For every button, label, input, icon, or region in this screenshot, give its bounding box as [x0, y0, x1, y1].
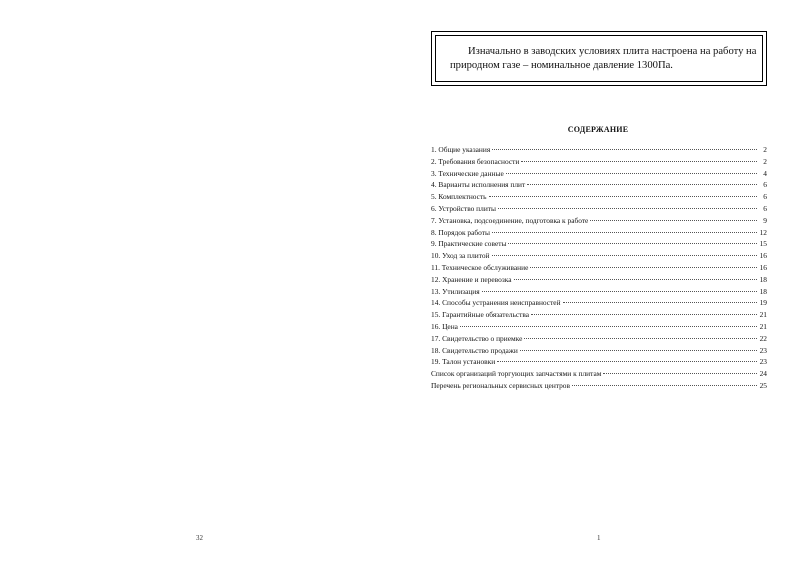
notice-box-inner [435, 35, 763, 82]
toc-entry-page: 21 [759, 310, 767, 320]
toc-entry-label: 8. Порядок работы [431, 227, 490, 237]
toc-entry [431, 274, 767, 286]
toc-entry-label: 3. Технические данные [431, 168, 504, 178]
toc-dot-leader [497, 360, 757, 362]
toc-entry [431, 203, 767, 215]
toc-entry-label: 13. Утилизация [431, 286, 480, 296]
toc-entry-page: 6 [763, 192, 767, 202]
toc-entry-label: 7. Установка, подсоединение, подготовка к работе [431, 215, 589, 225]
toc-entry-label: 16. Цена [431, 321, 458, 331]
toc-entry [431, 227, 767, 239]
toc-entry-label: Перечень региональных сервисных центров [431, 380, 570, 390]
toc-entry [431, 215, 767, 227]
toc-entry-page: 25 [759, 380, 767, 390]
toc-entry [431, 333, 767, 345]
toc-dot-leader [530, 266, 757, 268]
toc-entry-label: Список организаций торгующих запчастями к плитам [431, 369, 602, 379]
toc-dot-leader [492, 231, 757, 233]
toc-entry-page: 16 [759, 251, 767, 261]
toc-dot-leader [520, 349, 757, 351]
toc-entry-page: 23 [759, 345, 767, 355]
toc-entry-label: 5. Комплектность [431, 192, 487, 202]
toc-entry-page: 15 [759, 239, 767, 249]
toc-dot-leader [508, 242, 757, 244]
toc-entry-label: 6. Устройство плиты [431, 203, 496, 213]
toc-dot-leader [460, 325, 757, 327]
toc-entry-page: 22 [759, 333, 767, 343]
page-number-right: 1 [597, 534, 601, 542]
toc-dot-leader [524, 337, 757, 339]
toc-entry-page: 9 [763, 215, 767, 225]
toc-entry [431, 321, 767, 333]
toc-entry-label: 19. Талон установки [431, 357, 496, 367]
toc-entry-label: 10. Уход за плитой [431, 251, 490, 261]
toc-dot-leader [590, 219, 757, 221]
toc-entry [431, 191, 767, 203]
toc-entry-page: 2 [763, 156, 767, 166]
toc-entry-page: 21 [759, 321, 767, 331]
toc-entry-label: 15. Гарантийные обязательства [431, 310, 530, 320]
toc-entry-label: 9. Практические советы [431, 239, 507, 249]
toc-title: СОДЕРЖАНИЕ [567, 125, 629, 134]
toc-entry-page: 4 [763, 168, 767, 178]
toc-entry-label: 18. Свидетельство продажи [431, 345, 518, 355]
toc-entry [431, 156, 767, 168]
toc-entry [431, 368, 767, 380]
notice-text-line-2: природном газе – номинальное давление 1300Па. [450, 60, 673, 71]
toc-entry [431, 297, 767, 309]
toc-entry [431, 250, 767, 262]
toc-dot-leader [521, 160, 757, 162]
toc-entry [431, 356, 767, 368]
toc-entry-page: 6 [763, 203, 767, 213]
table-of-contents [431, 144, 767, 392]
toc-entry-page: 6 [763, 180, 767, 190]
toc-dot-leader [498, 207, 757, 209]
toc-entry-page: 18 [759, 274, 767, 284]
toc-dot-leader [506, 172, 757, 174]
toc-dot-leader [603, 372, 757, 374]
toc-entry-page: 16 [759, 262, 767, 272]
notice-text-line-1: Изначально в заводских условиях плита настроена на работу на [468, 46, 757, 57]
toc-entry-label: 2. Требования безопасности [431, 156, 520, 166]
toc-entry-page: 2 [763, 145, 767, 154]
toc-entry-label: 12. Хранение и перевозка [431, 274, 512, 284]
toc-entry [431, 262, 767, 274]
page-number-left: 32 [196, 534, 203, 542]
toc-entry-page: 12 [759, 227, 767, 237]
toc-entry-label: 11. Техническое обслуживание [431, 262, 529, 272]
toc-entry-label: 14. Способы устранения неисправностей [431, 298, 561, 308]
toc-dot-leader [489, 195, 757, 197]
toc-dot-leader [563, 301, 757, 303]
toc-dot-leader [572, 384, 757, 386]
toc-entry [431, 168, 767, 180]
toc-entry-label: 4. Варианты исполнения плит [431, 180, 526, 190]
toc-dot-leader [531, 313, 757, 315]
toc-dot-leader [482, 290, 757, 292]
toc-entry [431, 238, 767, 250]
toc-entry-page: 18 [759, 286, 767, 296]
toc-entry [431, 286, 767, 298]
toc-entry [431, 144, 767, 156]
toc-dot-leader [514, 278, 758, 280]
toc-entry [431, 380, 767, 392]
toc-dot-leader [492, 148, 757, 150]
toc-entry-label: 17. Свидетельство о приемке [431, 333, 523, 343]
toc-entry-page: 24 [759, 369, 767, 379]
notice-box [431, 31, 767, 86]
toc-entry [431, 179, 767, 191]
toc-entry-page: 19 [759, 298, 767, 308]
toc-entry [431, 345, 767, 357]
toc-dot-leader [492, 254, 757, 256]
toc-entry-label: 1. Общие указания [431, 145, 491, 154]
toc-entry-page: 23 [759, 357, 767, 367]
toc-dot-leader [527, 183, 757, 185]
toc-entry [431, 309, 767, 321]
